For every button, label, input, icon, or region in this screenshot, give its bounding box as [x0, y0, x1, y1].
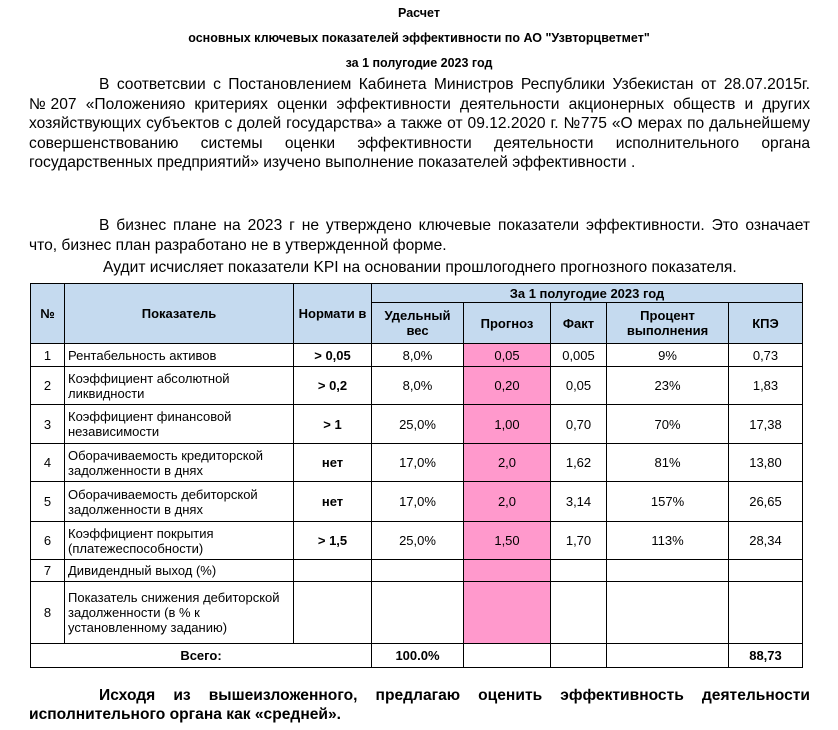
cell-num: 2	[31, 367, 65, 405]
cell-indicator: Оборачиваемость кредиторской задолженности в днях	[65, 444, 294, 482]
cell-forecast: 0,20	[464, 367, 551, 405]
doc-title: Расчет	[398, 6, 440, 20]
cell-kpe: 0,73	[729, 344, 803, 367]
cell-num: 1	[31, 344, 65, 367]
conclusion-paragraph: Исходя из вышеизложенного, предлагаю оценить эффективность деятельности исполнительного органа как «средней».	[29, 687, 810, 723]
total-row	[31, 644, 803, 668]
table-row	[31, 367, 803, 405]
cell-norm: > 1,5	[294, 522, 372, 560]
header-kpe: КПЭ	[729, 303, 803, 344]
cell-num: 4	[31, 444, 65, 482]
cell-forecast: 1,00	[464, 405, 551, 444]
cell-norm	[294, 560, 372, 582]
total-forecast	[464, 644, 551, 668]
cell-kpe: 13,80	[729, 444, 803, 482]
header-indicator: Показатель	[65, 284, 294, 344]
cell-indicator: Рентабельность активов	[65, 344, 294, 367]
doc-period: за 1 полугодие 2023 год	[345, 56, 493, 70]
total-percent	[607, 644, 729, 668]
total-fact	[551, 644, 607, 668]
kpi-table	[30, 283, 803, 668]
cell-weight: 17,0%	[372, 482, 464, 522]
cell-indicator: Коэффициент покрытия (платежеспособности)	[65, 522, 294, 560]
cell-weight	[372, 582, 464, 644]
header-period: За 1 полугодие 2023 год	[372, 284, 803, 303]
table-row	[31, 582, 803, 644]
cell-weight: 17,0%	[372, 444, 464, 482]
cell-percent: 9%	[607, 344, 729, 367]
cell-indicator: Оборачиваемость дебиторской задолженности в днях	[65, 482, 294, 522]
cell-fact	[551, 582, 607, 644]
table-row	[31, 344, 803, 367]
cell-kpe: 26,65	[729, 482, 803, 522]
cell-forecast: 2,0	[464, 444, 551, 482]
cell-norm: нет	[294, 444, 372, 482]
cell-kpe: 28,34	[729, 522, 803, 560]
cell-percent	[607, 582, 729, 644]
cell-fact: 3,14	[551, 482, 607, 522]
cell-fact	[551, 560, 607, 582]
cell-num: 3	[31, 405, 65, 444]
cell-norm: нет	[294, 482, 372, 522]
doc-subtitle: основных ключевых показателей эффективности по АО "Узвторцветмет"	[188, 31, 650, 45]
business-plan-paragraph: В бизнес плане на 2023 г не утверждено ключевые показатели эффективности. Это означает что, бизнес план разработано не в утвержденной форме.	[29, 217, 810, 254]
cell-indicator: Дивидендный выход (%)	[65, 560, 294, 582]
cell-forecast	[464, 582, 551, 644]
cell-weight: 8,0%	[372, 344, 464, 367]
table-row	[31, 405, 803, 444]
cell-forecast	[464, 560, 551, 582]
cell-percent: 81%	[607, 444, 729, 482]
table-row	[31, 444, 803, 482]
cell-norm: > 0,05	[294, 344, 372, 367]
cell-weight: 25,0%	[372, 522, 464, 560]
cell-fact: 1,70	[551, 522, 607, 560]
cell-weight: 25,0%	[372, 405, 464, 444]
cell-percent	[607, 560, 729, 582]
cell-indicator: Показатель снижения дебиторской задолженности (в % к установленному заданию)	[65, 582, 294, 644]
table-row	[31, 522, 803, 560]
audit-paragraph: Аудит исчисляет показатели KPI на основании прошлогоднего прогнозного показателя.	[103, 259, 737, 276]
cell-kpe	[729, 560, 803, 582]
cell-fact: 0,005	[551, 344, 607, 367]
cell-weight: 8,0%	[372, 367, 464, 405]
cell-forecast: 1,50	[464, 522, 551, 560]
cell-forecast: 0,05	[464, 344, 551, 367]
cell-fact: 1,62	[551, 444, 607, 482]
cell-percent: 23%	[607, 367, 729, 405]
header-fact: Факт	[551, 303, 607, 344]
cell-norm: > 1	[294, 405, 372, 444]
cell-fact: 0,70	[551, 405, 607, 444]
header-num: №	[31, 284, 65, 344]
cell-percent: 157%	[607, 482, 729, 522]
cell-percent: 70%	[607, 405, 729, 444]
header-norm: Нормати в	[294, 284, 372, 344]
header-weight: Удельный вес	[372, 303, 464, 344]
total-weight: 100.0%	[372, 644, 464, 668]
cell-norm: > 0,2	[294, 367, 372, 405]
cell-kpe	[729, 582, 803, 644]
cell-kpe: 17,38	[729, 405, 803, 444]
header-percent: Процент выполнения	[607, 303, 729, 344]
cell-indicator: Коэффициент финансовой независимости	[65, 405, 294, 444]
table-row	[31, 482, 803, 522]
intro-paragraph: В соответсвии с Постановлением Кабинета Министров Республики Узбекистан от 28.07.2015г. №207 «Положенияо критериях оценки эффективности деятельности акционерных обществ и других хозяйствующих субъектов с долей государства» а также от 09.12.2020 г. №775 «О мерах по дальнейшему совершенствованию системы оценки эффективности деятельности исполнительного органа государственных предприятий» изучено выполнение показателей эффективности .	[29, 76, 810, 171]
cell-forecast: 2,0	[464, 482, 551, 522]
cell-num: 6	[31, 522, 65, 560]
cell-kpe: 1,83	[729, 367, 803, 405]
cell-num: 7	[31, 560, 65, 582]
total-label: Всего:	[31, 644, 372, 668]
table-row	[31, 560, 803, 582]
cell-fact: 0,05	[551, 367, 607, 405]
cell-num: 5	[31, 482, 65, 522]
cell-percent: 113%	[607, 522, 729, 560]
cell-indicator: Коэффициент абсолютной ликвидности	[65, 367, 294, 405]
header-forecast: Прогноз	[464, 303, 551, 344]
total-kpe: 88,73	[729, 644, 803, 668]
cell-num: 8	[31, 582, 65, 644]
cell-norm	[294, 582, 372, 644]
cell-weight	[372, 560, 464, 582]
